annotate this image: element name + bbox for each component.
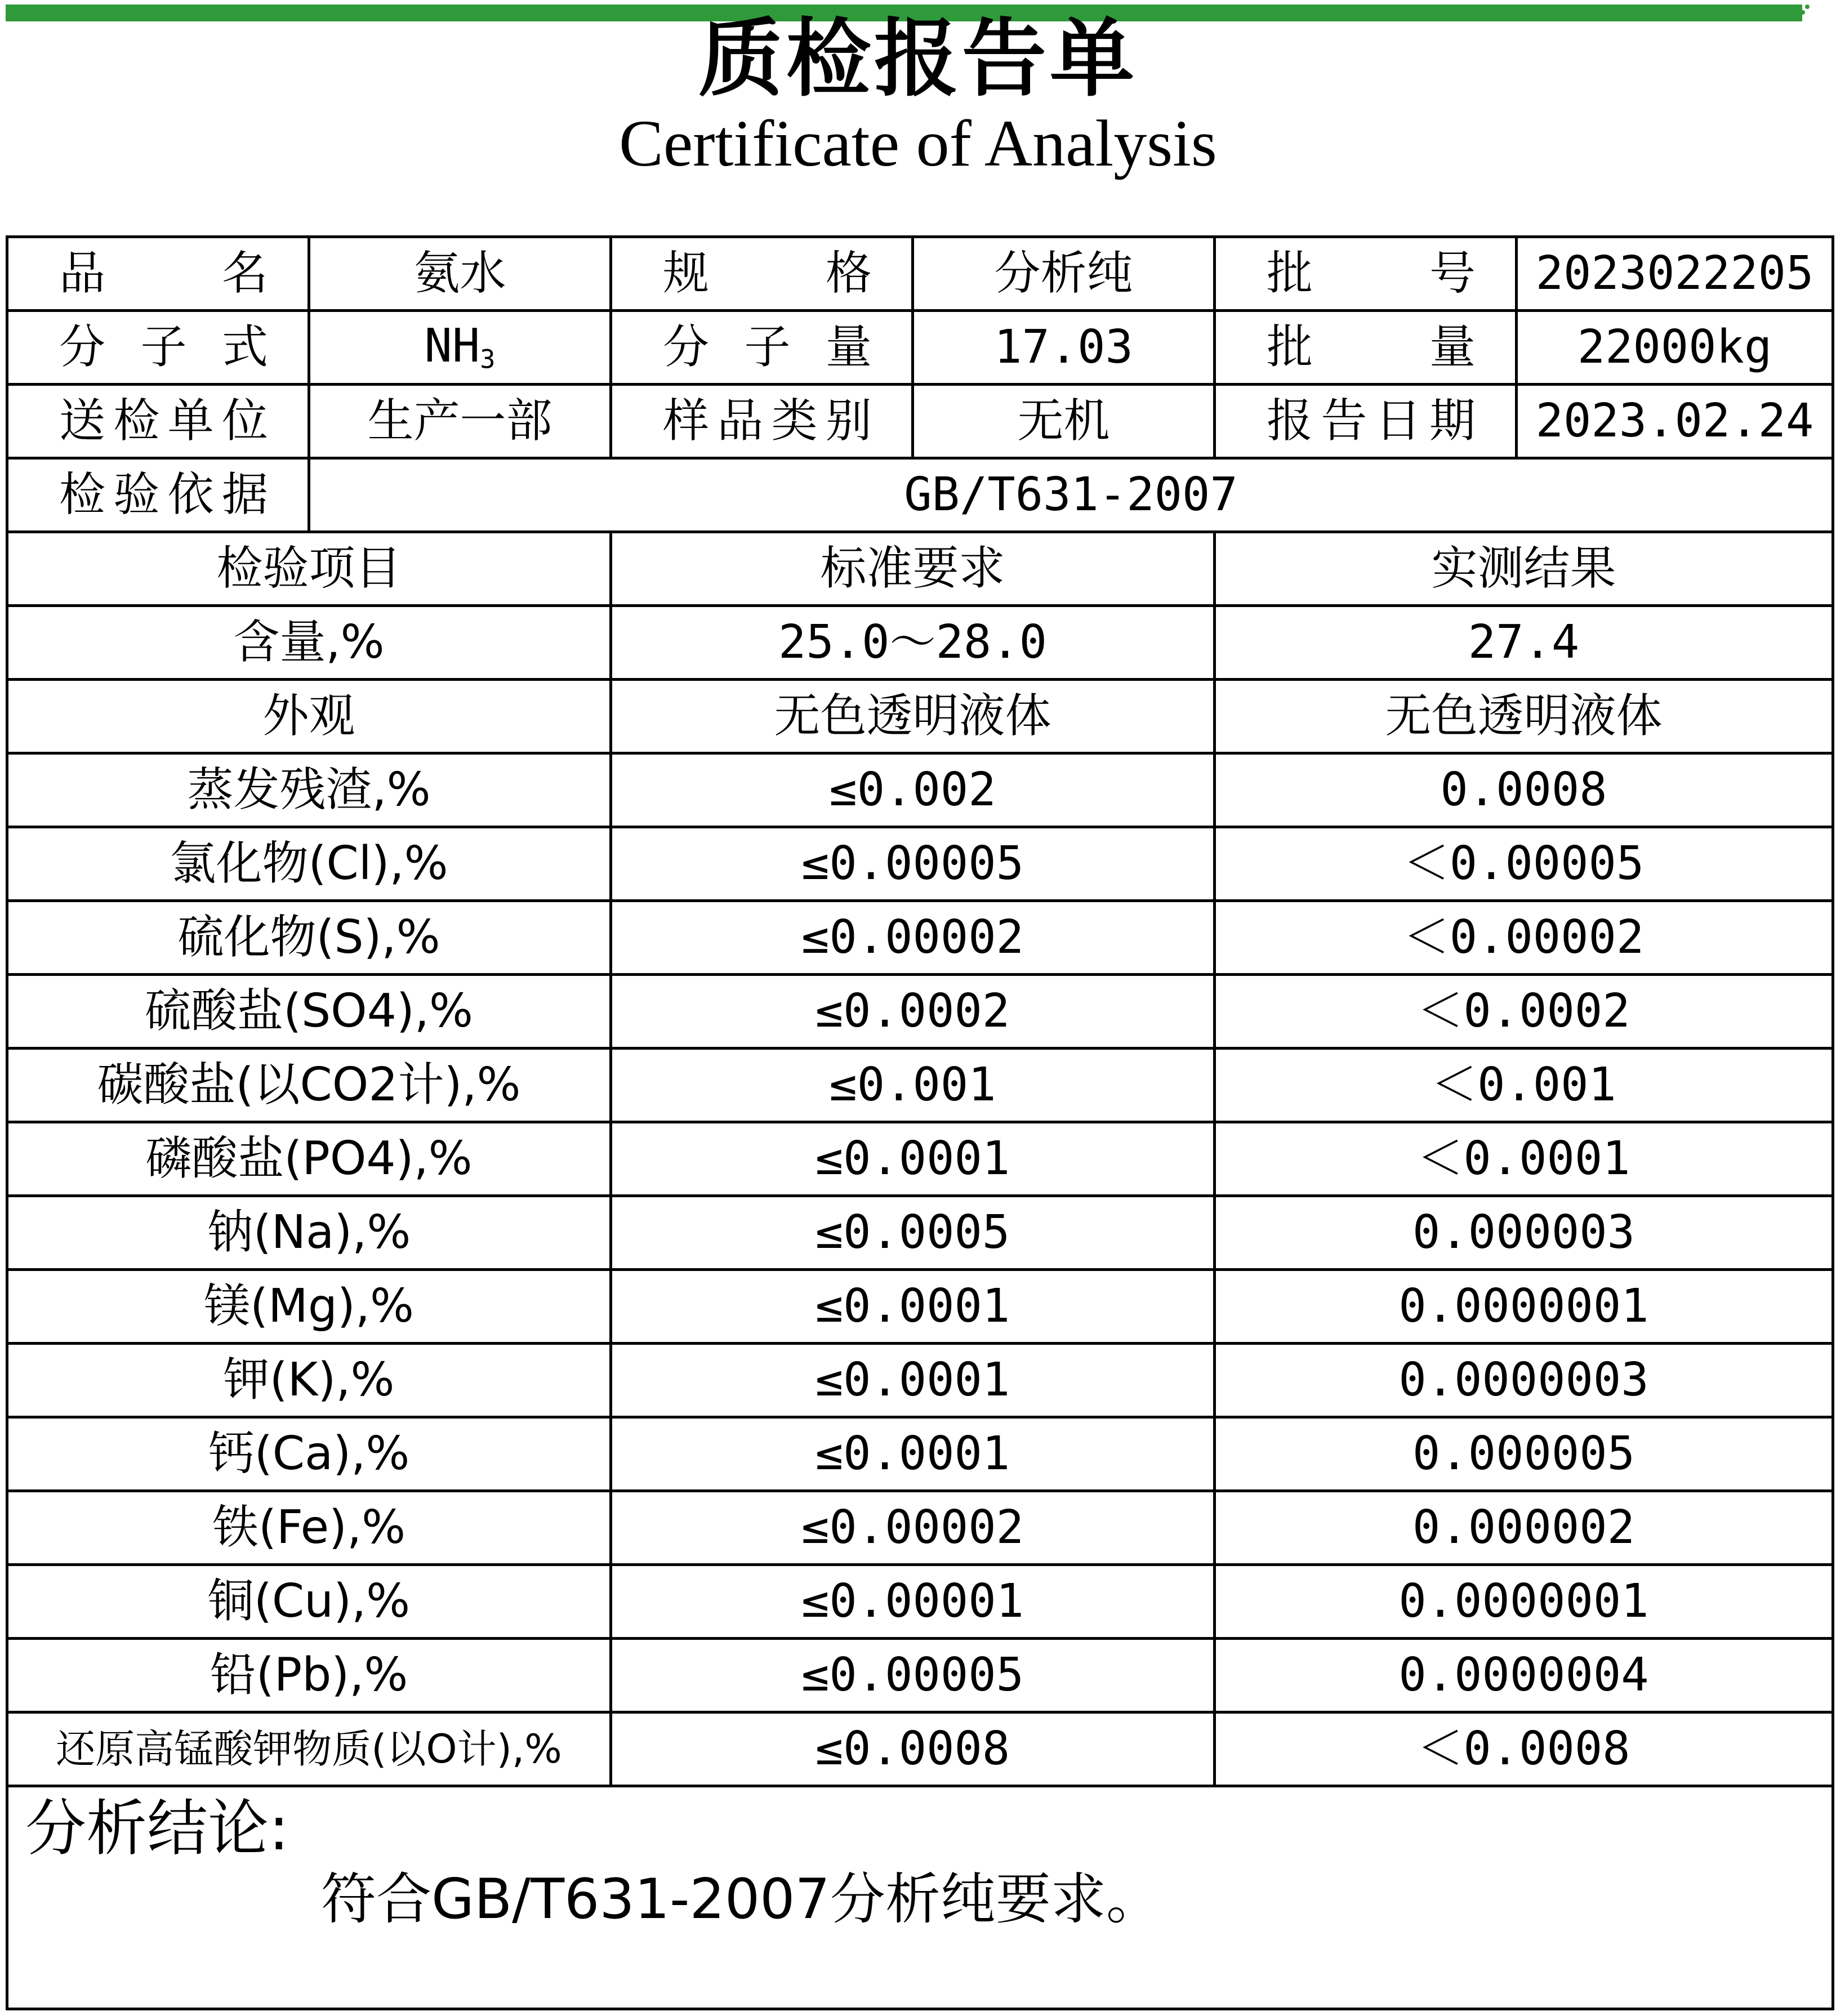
item-cell: 硫化物(S),% bbox=[7, 901, 611, 975]
col-header-standard: 标准要求 bbox=[611, 532, 1215, 606]
standard-cell: ≤0.0001 bbox=[611, 1122, 1215, 1196]
table-row bbox=[7, 1712, 1833, 1786]
item-cell: 含量,% bbox=[7, 606, 611, 680]
item-cell: 蒸发残渣,% bbox=[7, 753, 611, 827]
result-cell: 0.0008 bbox=[1215, 753, 1833, 827]
result-cell: 27.4 bbox=[1215, 606, 1833, 680]
standard-cell: ≤0.0001 bbox=[611, 1270, 1215, 1344]
dept-value: 生产一部 bbox=[309, 385, 611, 458]
result-cell: ＜0.0008 bbox=[1215, 1712, 1833, 1786]
formula-label: 分 子 式 bbox=[7, 311, 309, 385]
standard-cell: ≤0.0008 bbox=[611, 1712, 1215, 1786]
standard-cell: ≤0.00005 bbox=[611, 827, 1215, 901]
item-cell: 铜(Cu),% bbox=[7, 1565, 611, 1639]
conclusion-row bbox=[7, 1786, 1833, 2009]
item-cell: 外观 bbox=[7, 680, 611, 753]
result-cell: 0.0000004 bbox=[1215, 1639, 1833, 1712]
spec-label: 规 格 bbox=[611, 237, 913, 311]
standard-cell: ≤0.001 bbox=[611, 1049, 1215, 1122]
table-row bbox=[7, 1344, 1833, 1417]
batch-qty-label: 批 量 bbox=[1215, 311, 1517, 385]
standard-cell: ≤0.00005 bbox=[611, 1639, 1215, 1712]
result-cell: 无色透明液体 bbox=[1215, 680, 1833, 753]
table-row bbox=[7, 753, 1833, 827]
formula-main: NH bbox=[424, 319, 480, 373]
table-row bbox=[7, 1565, 1833, 1639]
standard-cell: ≤0.00002 bbox=[611, 901, 1215, 975]
basis-label: 检验依据 bbox=[7, 458, 309, 532]
info-row bbox=[7, 458, 1833, 532]
result-cell: 0.0000003 bbox=[1215, 1344, 1833, 1417]
table-row bbox=[7, 901, 1833, 975]
info-row bbox=[7, 237, 1833, 311]
item-cell: 铁(Fe),% bbox=[7, 1491, 611, 1565]
table-row bbox=[7, 1196, 1833, 1270]
standard-cell: 25.0～28.0 bbox=[611, 606, 1215, 680]
product-name-label: 品 名 bbox=[7, 237, 309, 311]
conclusion-label: 分析结论: bbox=[25, 1794, 289, 1864]
standard-cell: ≤0.00002 bbox=[611, 1491, 1215, 1565]
info-row bbox=[7, 385, 1833, 458]
standard-cell: ≤0.0005 bbox=[611, 1196, 1215, 1270]
table-row bbox=[7, 1417, 1833, 1491]
formula-subscript: 3 bbox=[480, 344, 496, 374]
table-row bbox=[7, 1049, 1833, 1122]
sample-type-value: 无机 bbox=[913, 385, 1215, 458]
result-cell: 0.000003 bbox=[1215, 1196, 1833, 1270]
analysis-table bbox=[6, 235, 1834, 2010]
document-title-en: Certificate of Analysis bbox=[619, 106, 1217, 180]
result-cell: ＜0.001 bbox=[1215, 1049, 1833, 1122]
batch-no-value: 2023022205 bbox=[1517, 237, 1833, 311]
item-cell: 钾(K),% bbox=[7, 1344, 611, 1417]
report-date-value: 2023.02.24 bbox=[1517, 385, 1833, 458]
conclusion-cell bbox=[7, 1786, 1833, 2009]
document-title-cn: 质检报告单 bbox=[698, 10, 1138, 108]
standard-cell: ≤0.0001 bbox=[611, 1417, 1215, 1491]
conclusion-text: 符合GB/T631-2007分析纯要求。 bbox=[321, 1867, 1161, 1932]
batch-no-label: 批 号 bbox=[1215, 237, 1517, 311]
sample-type-label: 样品类别 bbox=[611, 385, 913, 458]
mol-weight-label: 分 子 量 bbox=[611, 311, 913, 385]
item-cell: 硫酸盐(SO4),% bbox=[7, 975, 611, 1049]
dept-label: 送检单位 bbox=[7, 385, 309, 458]
table-row bbox=[7, 975, 1833, 1049]
result-cell: ＜0.00002 bbox=[1215, 901, 1833, 975]
item-cell: 还原高锰酸钾物质(以O计),% bbox=[7, 1712, 611, 1786]
item-cell: 氯化物(Cl),% bbox=[7, 827, 611, 901]
result-cell: 0.0000001 bbox=[1215, 1270, 1833, 1344]
table-row bbox=[7, 1270, 1833, 1344]
table-row bbox=[7, 1122, 1833, 1196]
spec-value: 分析纯 bbox=[913, 237, 1215, 311]
result-cell: ＜0.00005 bbox=[1215, 827, 1833, 901]
col-header-item: 检验项目 bbox=[7, 532, 611, 606]
standard-cell: ≤0.0002 bbox=[611, 975, 1215, 1049]
result-cell: 0.000005 bbox=[1215, 1417, 1833, 1491]
standard-cell: ≤0.00001 bbox=[611, 1565, 1215, 1639]
result-cell: ＜0.0001 bbox=[1215, 1122, 1833, 1196]
results-header-row bbox=[7, 532, 1833, 606]
item-cell: 钠(Na),% bbox=[7, 1196, 611, 1270]
result-cell: 0.000002 bbox=[1215, 1491, 1833, 1565]
table-row bbox=[7, 606, 1833, 680]
batch-qty-value: 22000kg bbox=[1517, 311, 1833, 385]
result-cell: 0.0000001 bbox=[1215, 1565, 1833, 1639]
formula-value bbox=[309, 311, 611, 385]
item-cell: 磷酸盐(PO4),% bbox=[7, 1122, 611, 1196]
table-row bbox=[7, 827, 1833, 901]
item-cell: 镁(Mg),% bbox=[7, 1270, 611, 1344]
table-row bbox=[7, 1639, 1833, 1712]
report-date-label: 报告日期 bbox=[1215, 385, 1517, 458]
table-row bbox=[7, 680, 1833, 753]
item-cell: 碳酸盐(以CO2计),% bbox=[7, 1049, 611, 1122]
col-header-result: 实测结果 bbox=[1215, 532, 1833, 606]
basis-value: GB/T631-2007 bbox=[309, 458, 1833, 532]
standard-cell: ≤0.0001 bbox=[611, 1344, 1215, 1417]
standard-cell: ≤0.002 bbox=[611, 753, 1215, 827]
info-row bbox=[7, 311, 1833, 385]
mol-weight-value: 17.03 bbox=[913, 311, 1215, 385]
standard-cell: 无色透明液体 bbox=[611, 680, 1215, 753]
item-cell: 钙(Ca),% bbox=[7, 1417, 611, 1491]
result-cell: ＜0.0002 bbox=[1215, 975, 1833, 1049]
product-name-value: 氨水 bbox=[309, 237, 611, 311]
item-cell: 铅(Pb),% bbox=[7, 1639, 611, 1712]
table-row bbox=[7, 1491, 1833, 1565]
